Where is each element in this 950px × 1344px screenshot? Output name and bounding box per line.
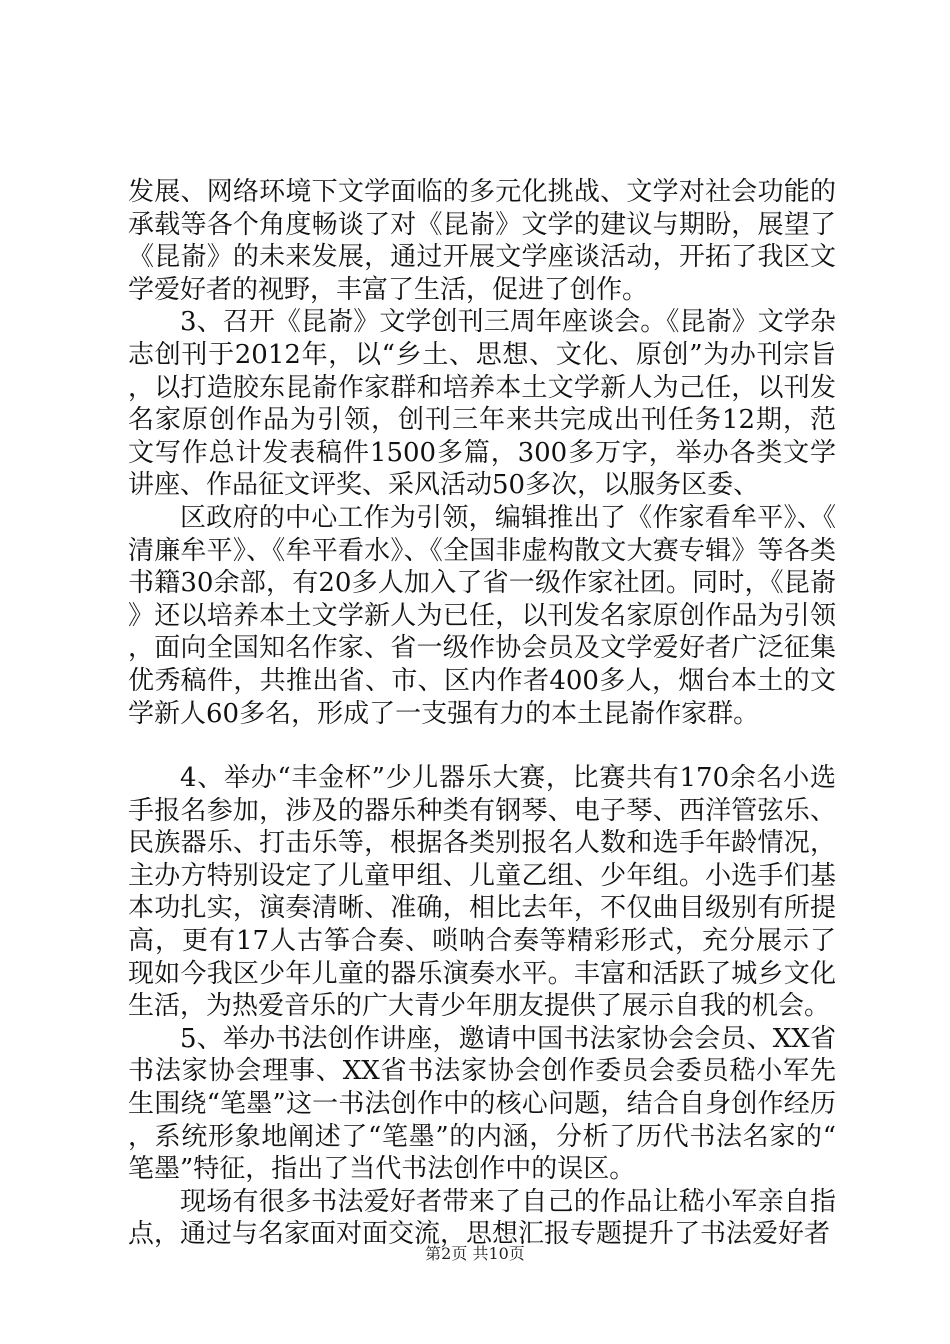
- paragraph-item-4: 4、举办“丰金杯”少儿器乐大赛，比赛共有170余名小选手报名参加，涉及的器乐种类有钢琴、电子琴、西洋管弦乐、民族器乐、打击乐等，根据各类别报名人数和选手年龄情况，主办方特别设定了儿童甲组、儿童乙组、少年组。小选手们基本功扎实，演奏清晰、准确，相比去年，不仅曲目级别有所提高，更有17人古筝合奏、唢呐合奏等精彩形式，充分展示了现如今我区少年儿童的器乐演奏水平。丰富和活跃了城乡文化生活，为热爱音乐的广大青少年朋友提供了展示自我的机会。: [128, 763, 836, 1022]
- page-number-footer: 第2页 共10页: [425, 1244, 525, 1263]
- paragraph-continued: 发展、网络环境下文学面临的多元化挑战、文学对社会功能的承载等各个角度畅谈了对《昆嵛》文学的建议与期盼，展望了《昆嵛》的未来发展，通过开展文学座谈活动，开拓了我区文学爱好者的视野，丰富了生活，促进了创作。: [128, 177, 836, 305]
- paragraph-item-5-continued: 现场有很多书法爱好者带来了自己的作品让嵇小军亲自指点，通过与名家面对面交流，思想汇报专题提升了书法爱好者: [128, 1186, 836, 1250]
- paragraph-item-3-continued: 区政府的中心工作为引领，编辑推出了《作家看牟平》、《清廉牟平》、《牟平看水》、《全国非虚构散文大赛专辑》等各类书籍30余部，有20多人加入了省一级作家社团。同时，《昆嵛》还以培养本土文学新人为已任，以刊发名家原创作品为引领，面向全国知名作家、省一级作协会员及文学爱好者广泛征集优秀稿件，共推出省、市、区内作者400多人，烟台本土的文学新人60多名，形成了一支强有力的本土昆嵛作家群。: [128, 502, 836, 729]
- document-body: [128, 176, 836, 1251]
- paragraph-item-5: 5、举办书法创作讲座，邀请中国书法家协会会员、XX省书法家协会理事、XX省书法家协会创作委员会委员嵇小军先生围绕“笔墨”这一书法创作中的核心问题，结合自身创作经历，系统形象地阐述了“笔墨”的内涵，分析了历代书法名家的“笔墨”特征，指出了当代书法创作中的误区。: [128, 1023, 836, 1185]
- paragraph-item-3: 3、召开《昆嵛》文学创刊三周年座谈会。《昆嵛》文学杂志创刊于2012年，以“乡土、思想、文化、原创”为办刊宗旨，以打造胶东昆嵛作家群和培养本土文学新人为己任，以刊发名家原创作品为引领，创刊三年来共完成出刊任务12期，范文写作总计发表稿件1500多篇，300多万字，举办各类文学讲座、作品征文评奖、采风活动50多次，以服务区委、: [128, 307, 836, 501]
